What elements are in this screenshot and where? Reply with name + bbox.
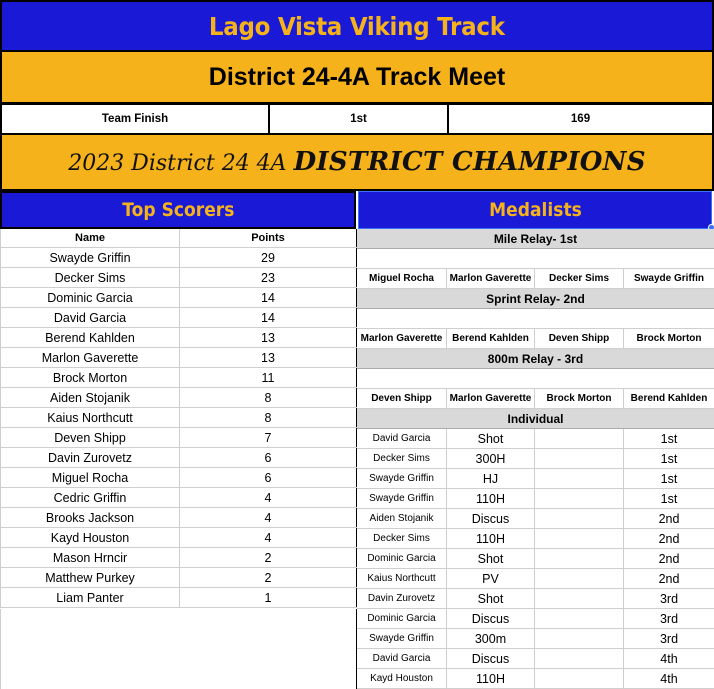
medalists-table — [357, 229, 714, 689]
place[interactable]: 2nd — [658, 551, 680, 566]
relay-member[interactable]: Berend Kahlden — [447, 329, 535, 348]
team-finish-row — [0, 103, 714, 135]
event-name[interactable]: 110H — [447, 669, 535, 688]
event-name[interactable]: 300m — [447, 629, 535, 648]
scorer-name[interactable]: Brooks Jackson — [0, 508, 180, 527]
event-name[interactable]: Discus — [447, 609, 535, 628]
scorer-name[interactable]: Marlon Gaverette — [0, 348, 180, 367]
team-finish-label[interactable]: Team Finish — [2, 105, 270, 133]
relay-title[interactable]: 800m Relay - 3rd — [357, 349, 714, 369]
scorer-points[interactable]: 2 — [180, 568, 357, 587]
event-name[interactable]: Discus — [447, 649, 535, 668]
table-row — [0, 448, 357, 468]
scorer-points[interactable]: 13 — [180, 328, 357, 347]
empty-cell[interactable] — [535, 449, 624, 468]
place[interactable]: 2nd — [658, 571, 680, 586]
event-name[interactable]: Shot — [447, 429, 535, 448]
place[interactable]: 1st — [660, 451, 678, 466]
athlete-name[interactable]: Aiden Stojanik — [357, 509, 447, 528]
blank-row[interactable] — [357, 249, 714, 269]
relay-member[interactable]: Marlon Gaverette — [447, 269, 535, 288]
relay-member[interactable]: Brock Morton — [636, 333, 702, 344]
empty-cell[interactable] — [535, 649, 624, 668]
place[interactable]: 3rd — [659, 611, 679, 626]
athlete-name[interactable]: Decker Sims — [357, 529, 447, 548]
top-scorers-table — [0, 229, 357, 608]
empty-cell[interactable] — [535, 629, 624, 648]
table-row — [0, 468, 357, 488]
table-row — [357, 489, 714, 509]
school-title-banner — [0, 0, 714, 52]
scorer-points[interactable]: 8 — [180, 388, 357, 407]
scorer-points[interactable]: 2 — [180, 548, 357, 567]
top-scorers-header[interactable] — [0, 191, 356, 229]
table-row — [0, 428, 357, 448]
champions-prefix: 2023 District 24 4A — [68, 151, 287, 176]
scorer-points[interactable]: 23 — [180, 268, 357, 287]
empty-cell[interactable] — [535, 529, 624, 548]
table-row — [0, 408, 357, 428]
relay-member[interactable]: Deven Shipp — [535, 329, 624, 348]
scorer-points[interactable]: 1 — [180, 588, 357, 607]
table-row — [357, 589, 714, 609]
empty-cell[interactable] — [535, 669, 624, 688]
column-header-points[interactable]: Points — [180, 229, 357, 247]
scorer-points[interactable]: 4 — [180, 508, 357, 527]
event-name[interactable]: Shot — [447, 589, 535, 608]
top-scorers-header-row — [0, 229, 357, 248]
table-row — [0, 288, 357, 308]
athlete-name[interactable]: Swayde Griffin — [357, 629, 447, 648]
table-row — [0, 308, 357, 328]
scorer-name[interactable]: Berend Kahlden — [0, 328, 180, 347]
empty-cell[interactable] — [535, 609, 624, 628]
relay-members-row — [357, 389, 714, 409]
table-row — [0, 328, 357, 348]
scorer-name[interactable]: Brock Morton — [0, 368, 180, 387]
relay-member[interactable]: Marlon Gaverette — [357, 329, 447, 348]
table-row — [0, 348, 357, 368]
relay-member[interactable]: Decker Sims — [535, 269, 624, 288]
athlete-name[interactable]: David Garcia — [357, 429, 447, 448]
school-title: Lago Vista Viking Track — [209, 11, 505, 41]
medalists-header[interactable] — [358, 191, 712, 229]
athlete-name[interactable]: Dominic Garcia — [357, 609, 447, 628]
table-row — [357, 509, 714, 529]
athlete-name[interactable]: David Garcia — [357, 649, 447, 668]
relay-member[interactable]: Swayde Griffin — [633, 273, 704, 284]
athlete-name[interactable]: Swayde Griffin — [357, 469, 447, 488]
empty-cells[interactable] — [0, 609, 357, 689]
empty-cell[interactable] — [535, 589, 624, 608]
table-row — [357, 529, 714, 549]
table-row — [357, 449, 714, 469]
empty-cell[interactable] — [535, 469, 624, 488]
team-finish-points[interactable]: 169 — [570, 113, 591, 125]
blank-row[interactable] — [357, 309, 714, 329]
column-header-name[interactable]: Name — [0, 229, 180, 247]
relay-members-row — [357, 329, 714, 349]
event-name[interactable]: 110H — [447, 489, 535, 508]
place[interactable]: 4th — [660, 651, 678, 666]
scorer-name[interactable]: Deven Shipp — [0, 428, 180, 447]
event-name[interactable]: Discus — [447, 509, 535, 528]
meet-title-banner — [0, 52, 714, 104]
scorer-points[interactable]: 13 — [180, 348, 357, 367]
table-row — [0, 488, 357, 508]
scorer-points[interactable]: 14 — [180, 308, 357, 327]
table-row — [357, 629, 714, 649]
scorer-points[interactable]: 11 — [180, 368, 357, 387]
athlete-name[interactable]: Decker Sims — [357, 449, 447, 468]
table-row — [0, 268, 357, 288]
meet-title: District 24-4A Track Meet — [208, 62, 506, 91]
table-row — [0, 368, 357, 388]
relay-member[interactable]: Miguel Rocha — [357, 269, 447, 288]
athlete-name[interactable]: Davin Zurovetz — [357, 589, 447, 608]
place[interactable]: 1st — [660, 431, 678, 446]
scorer-points[interactable]: 6 — [180, 468, 357, 487]
place[interactable]: 2nd — [658, 531, 680, 546]
place[interactable]: 1st — [660, 471, 678, 486]
scorer-name[interactable]: Dominic Garcia — [0, 288, 180, 307]
table-row — [0, 248, 357, 268]
scorer-name[interactable]: Miguel Rocha — [0, 468, 180, 487]
champions-banner — [0, 135, 714, 191]
scorer-points[interactable]: 14 — [180, 288, 357, 307]
scorer-name[interactable]: Decker Sims — [0, 268, 180, 287]
empty-cell[interactable] — [535, 489, 624, 508]
place[interactable]: 3rd — [659, 631, 679, 646]
table-row — [357, 649, 714, 669]
scorer-points[interactable]: 6 — [180, 448, 357, 467]
empty-cell[interactable] — [535, 429, 624, 448]
team-finish-place[interactable]: 1st — [270, 105, 449, 133]
place[interactable]: 1st — [660, 491, 678, 506]
table-row — [0, 508, 357, 528]
scorer-points[interactable]: 4 — [180, 528, 357, 547]
athlete-name[interactable]: Kayd Houston — [357, 669, 447, 688]
relay-members-row — [357, 269, 714, 289]
table-row — [357, 429, 714, 449]
empty-cell[interactable] — [535, 549, 624, 568]
event-name[interactable]: PV — [447, 569, 535, 588]
medalists-title: Medalists — [488, 199, 582, 221]
table-row — [0, 548, 357, 568]
table-row — [0, 568, 357, 588]
relay-member[interactable]: Deven Shipp — [357, 389, 447, 408]
athlete-name[interactable]: Dominic Garcia — [357, 549, 447, 568]
scorer-points[interactable]: 4 — [180, 488, 357, 507]
event-name[interactable]: Shot — [447, 549, 535, 568]
table-row — [357, 569, 714, 589]
champions-title: DISTRICT CHAMPIONS — [293, 147, 646, 177]
individual-title[interactable]: Individual — [357, 409, 714, 429]
scorer-name[interactable]: Swayde Griffin — [0, 248, 180, 267]
champions-text — [68, 147, 646, 177]
relay-title[interactable]: Sprint Relay- 2nd — [357, 289, 714, 309]
relay-member[interactable]: Brock Morton — [535, 389, 624, 408]
scorer-name[interactable]: Davin Zurovetz — [0, 448, 180, 467]
scorer-name[interactable]: Matthew Purkey — [0, 568, 180, 587]
place[interactable]: 3rd — [659, 591, 679, 606]
table-row — [357, 469, 714, 489]
athlete-name[interactable]: Swayde Griffin — [357, 489, 447, 508]
top-scorers-title: Top Scorers — [121, 199, 235, 221]
event-name[interactable]: 110H — [447, 529, 535, 548]
place[interactable]: 4th — [660, 671, 678, 686]
relay-title[interactable]: Mile Relay- 1st — [357, 229, 714, 249]
athlete-name[interactable]: Kaius Northcutt — [357, 569, 447, 588]
table-row — [357, 669, 714, 689]
empty-cell[interactable] — [535, 509, 624, 528]
scorer-name[interactable]: Cedric Griffin — [0, 488, 180, 507]
table-row — [0, 528, 357, 548]
scorer-points[interactable]: 8 — [180, 408, 357, 427]
scorer-points[interactable]: 29 — [180, 248, 357, 267]
table-row — [0, 588, 357, 608]
scorer-points[interactable]: 7 — [180, 428, 357, 447]
empty-cell[interactable] — [535, 569, 624, 588]
place[interactable]: 2nd — [658, 511, 680, 526]
scorer-name[interactable]: Aiden Stojanik — [0, 388, 180, 407]
scorer-name[interactable]: Liam Panter — [0, 588, 180, 607]
event-name[interactable]: 300H — [447, 449, 535, 468]
blank-row[interactable] — [357, 369, 714, 389]
relay-member[interactable]: Marlon Gaverette — [447, 389, 535, 408]
table-row — [0, 388, 357, 408]
table-row — [357, 609, 714, 629]
table-row — [357, 549, 714, 569]
scorer-name[interactable]: Mason Hrncir — [0, 548, 180, 567]
scorer-name[interactable]: Kayd Houston — [0, 528, 180, 547]
scorer-name[interactable]: David Garcia — [0, 308, 180, 327]
event-name[interactable]: HJ — [447, 469, 535, 488]
relay-member[interactable]: Berend Kahlden — [630, 393, 708, 404]
scorer-name[interactable]: Kaius Northcutt — [0, 408, 180, 427]
